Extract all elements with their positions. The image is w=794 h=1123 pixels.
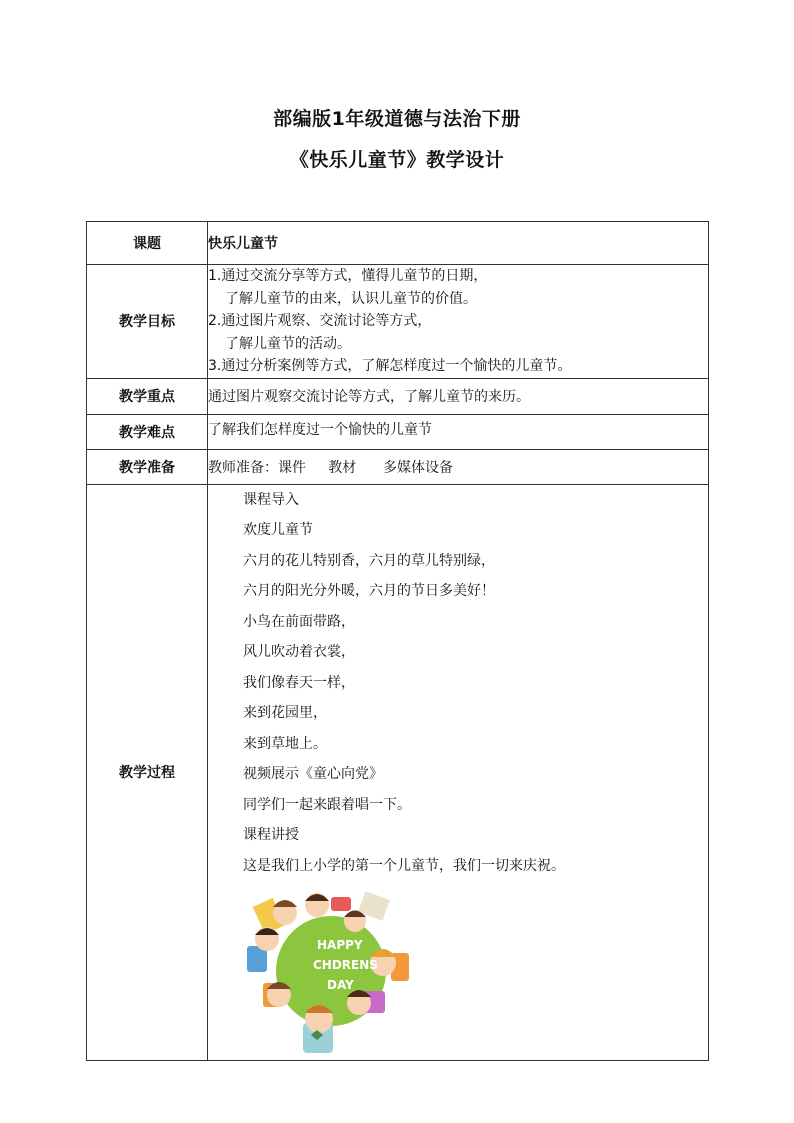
document-title-line2: 《快乐儿童节》教学设计 bbox=[289, 149, 505, 171]
process-line: 同学们一起来跟着唱一下。 bbox=[243, 796, 411, 813]
process-line: 欢度儿童节 bbox=[243, 522, 313, 538]
kid-left bbox=[247, 927, 279, 972]
process-line: 来到草地上。 bbox=[243, 735, 327, 752]
objective-line: 3.通过分析案例等方式，了解怎样度过一个愉快的儿童节。 bbox=[208, 358, 572, 374]
objective-line: 了解儿童节的由来，认识儿童节的价值。 bbox=[225, 290, 477, 307]
process-line: 这是我们上小学的第一个儿童节，我们一切来庆祝。 bbox=[243, 857, 565, 874]
process-line: 六月的阳光分外暖，六月的节日多美好！ bbox=[243, 583, 495, 599]
value-process bbox=[208, 484, 709, 1061]
value-topic: 快乐儿童节 bbox=[208, 222, 709, 265]
row-preparation bbox=[87, 449, 709, 484]
illustration-text-happy: HAPPY bbox=[317, 938, 363, 952]
kid-bottom-left bbox=[263, 982, 291, 1007]
lesson-plan-table bbox=[86, 221, 709, 1061]
label-topic: 课题 bbox=[87, 222, 208, 265]
label-difficulties: 教学难点 bbox=[87, 414, 208, 449]
objective-line: 了解儿童节的活动。 bbox=[225, 335, 351, 352]
illustration-text-childrens: CHDRENS bbox=[313, 958, 378, 972]
row-process bbox=[87, 484, 709, 1061]
process-line: 风儿吹动着衣裳， bbox=[243, 644, 355, 660]
value-key-points: 通过图片观察交流讨论等方式，了解儿童节的来历。 bbox=[208, 378, 709, 414]
value-preparation: 教师准备：课件 教材 多媒体设备 bbox=[208, 449, 709, 484]
document-title-line1: 部编版1年级道德与法治下册 bbox=[273, 108, 521, 130]
row-difficulties bbox=[87, 414, 709, 449]
kid-top bbox=[305, 893, 351, 917]
kid-bottom-right bbox=[347, 990, 385, 1015]
label-key-points: 教学重点 bbox=[87, 378, 208, 414]
value-difficulties: 了解我们怎样度过一个愉快的儿童节 bbox=[208, 414, 709, 449]
kid-bottom bbox=[303, 1005, 333, 1053]
process-line: 来到花园里， bbox=[243, 705, 327, 721]
row-objectives bbox=[87, 265, 709, 379]
illustration-text-day: DAY bbox=[327, 978, 354, 992]
value-objectives bbox=[208, 265, 709, 379]
label-preparation: 教学准备 bbox=[87, 449, 208, 484]
row-key-points bbox=[87, 378, 709, 414]
process-line: 六月的花儿特别香，六月的草儿特别绿， bbox=[243, 552, 495, 569]
process-line: 课程导入 bbox=[243, 491, 299, 508]
childrens-day-illustration bbox=[243, 891, 413, 1056]
process-line: 小鸟在前面带路， bbox=[243, 613, 355, 630]
kid-top-right bbox=[344, 891, 390, 932]
process-line: 课程讲授 bbox=[243, 827, 299, 843]
kid-top-left bbox=[253, 898, 297, 934]
label-objectives: 教学目标 bbox=[87, 265, 208, 379]
row-topic bbox=[87, 222, 709, 265]
process-line: 我们像春天一样， bbox=[243, 674, 355, 691]
objective-line: 1.通过交流分享等方式，懂得儿童节的日期， bbox=[208, 268, 488, 284]
label-process: 教学过程 bbox=[87, 484, 208, 1061]
process-line: 视频展示《童心向党》 bbox=[243, 766, 383, 782]
objective-line: 2.通过图片观察、交流讨论等方式， bbox=[208, 313, 432, 329]
